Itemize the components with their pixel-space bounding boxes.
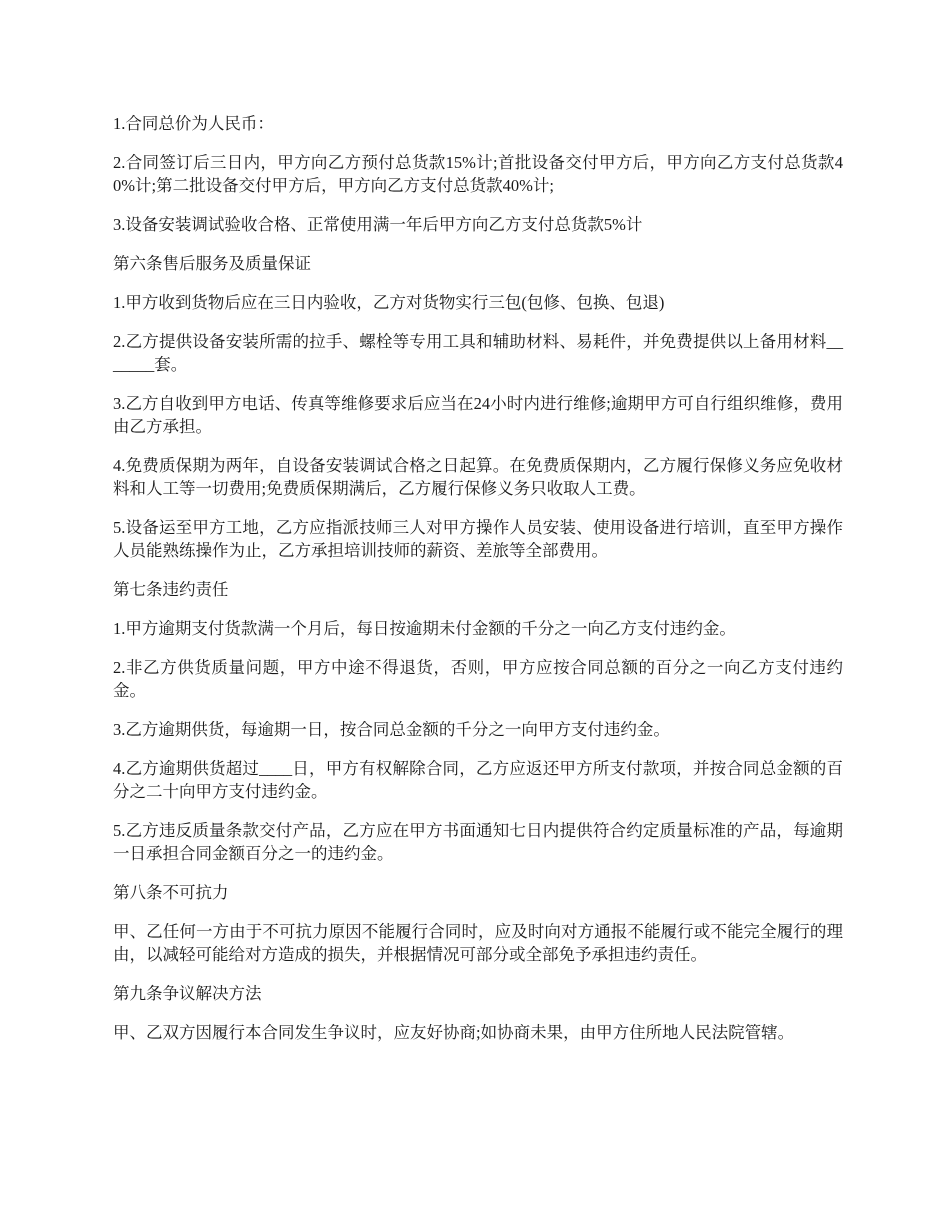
liability-clause-1: 1.甲方逾期支付货款满一个月后，每日按逾期未付金额的千分之一向乙方支付违约金。 [113, 619, 736, 638]
after-sales-clause-2: 2.乙方提供设备安装所需的拉手、螺栓等专用工具和辅助材料、易耗件，并免费提供以上备用材料_______套。 [113, 332, 843, 374]
after-sales-clause-4: 4.免费质保期为两年，自设备安装调试合格之日起算。在免费质保期内，乙方履行保修义务应免收材料和人工等一切费用;免费质保期满后，乙方履行保修义务只收取人工费。 [113, 456, 843, 498]
document-body [113, 112, 843, 1060]
force-majeure-clause: 甲、乙任何一方由于不可抗力原因不能履行合同时，应及时向对方通报不能履行或不能完全履行的理由，以减轻可能给对方造成的损失，并根据情况可部分或全部免予承担违约责任。 [113, 922, 843, 964]
liability-clause-2: 2.非乙方供货质量问题，甲方中途不得退货，否则，甲方应按合同总额的百分之一向乙方支付违约金。 [113, 658, 843, 700]
payment-clause-3: 3.设备安装调试验收合格、正常使用满一年后甲方向乙方支付总货款5%计 [113, 215, 643, 234]
after-sales-clause-5: 5.设备运至甲方工地，乙方应指派技师三人对甲方操作人员安装、使用设备进行培训，直至甲方操作人员能熟练操作为止，乙方承担培训技师的薪资、差旅等全部费用。 [113, 518, 843, 560]
section-heading-dispute: 第九条争议解决方法 [113, 984, 262, 1003]
payment-clause-2: 2.合同签订后三日内，甲方向乙方预付总货款15%计;首批设备交付甲方后，甲方向乙方支付总货款40%计;第二批设备交付甲方后，甲方向乙方支付总货款40%计; [113, 153, 843, 195]
liability-clause-3: 3.乙方逾期供货，每逾期一日，按合同总金额的千分之一向甲方支付违约金。 [113, 720, 670, 739]
section-heading-force-majeure: 第八条不可抗力 [113, 883, 229, 902]
section-heading-after-sales: 第六条售后服务及质量保证 [113, 254, 311, 273]
liability-clause-5: 5.乙方违反质量条款交付产品，乙方应在甲方书面通知七日内提供符合约定质量标准的产品，每逾期一日承担合同金额百分之一的违约金。 [113, 821, 843, 863]
payment-clause-1: 1.合同总价为人民币： [113, 114, 274, 133]
after-sales-clause-1: 1.甲方收到货物后应在三日内验收，乙方对货物实行三包(包修、包换、包退) [113, 293, 665, 312]
dispute-clause: 甲、乙双方因履行本合同发生争议时，应友好协商;如协商未果，由甲方住所地人民法院管辖。 [113, 1023, 795, 1042]
after-sales-clause-3: 3.乙方自收到甲方电话、传真等维修要求后应当在24小时内进行维修;逾期甲方可自行组织维修，费用由乙方承担。 [113, 394, 843, 436]
section-heading-liability: 第七条违约责任 [113, 580, 229, 599]
liability-clause-4: 4.乙方逾期供货超过____日，甲方有权解除合同，乙方应返还甲方所支付款项，并按合同总金额的百分之二十向甲方支付违约金。 [113, 759, 843, 801]
